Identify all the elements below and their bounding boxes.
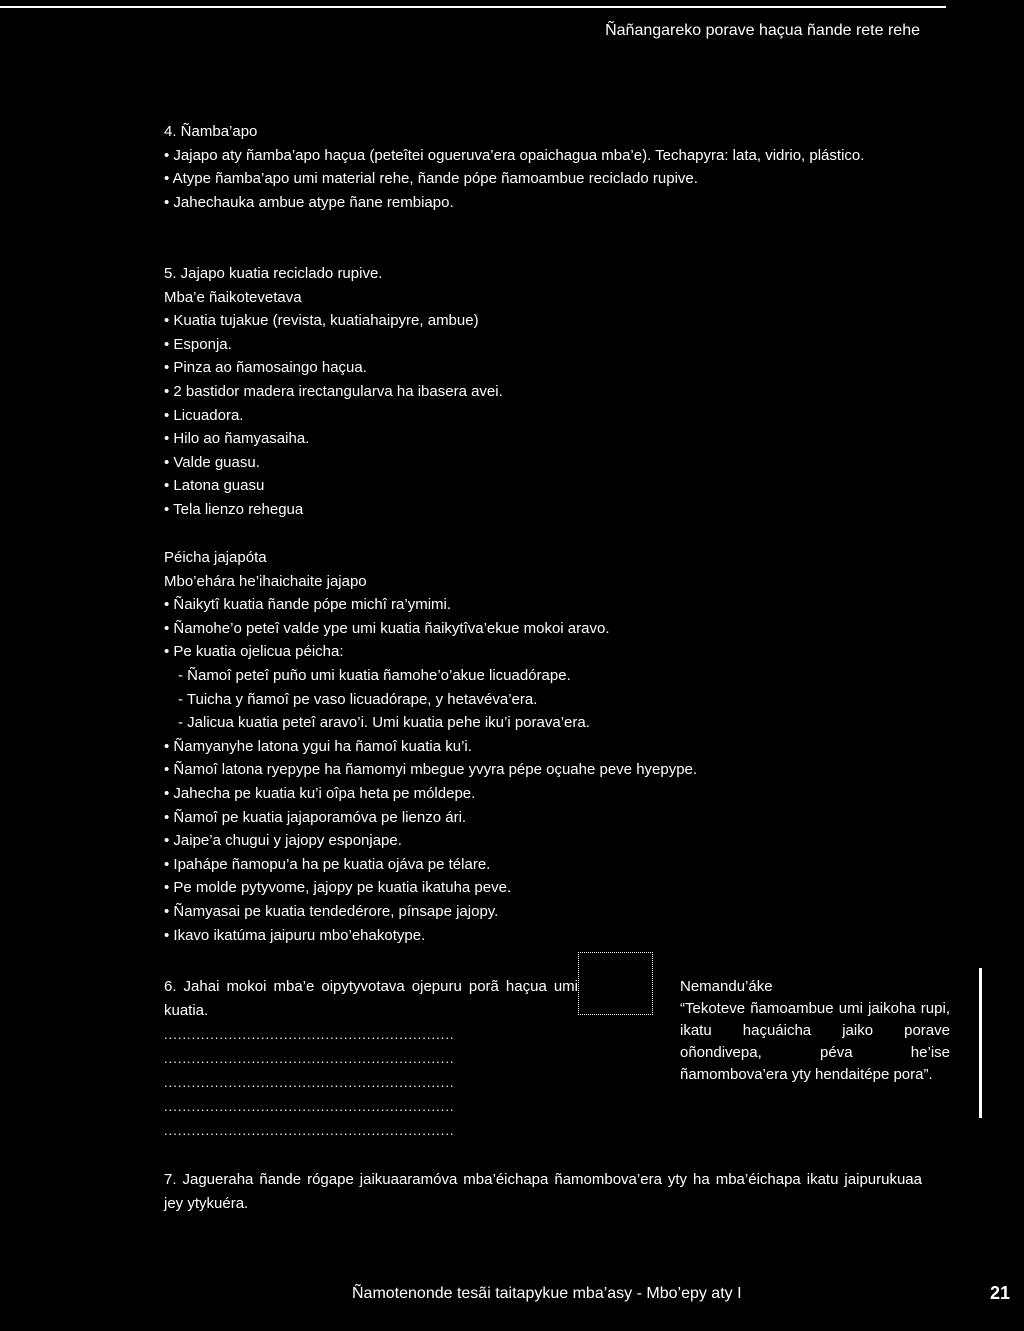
- note-side-rule: [979, 968, 982, 1118]
- procedure-heading: Péicha jajapóta: [164, 549, 267, 566]
- list-item: • Kuatia tujakue (revista, kuatiahaipyre, ambue): [164, 312, 479, 330]
- list-item: • Jaipe’a chugui y jajopy esponjape.: [164, 832, 402, 850]
- sub-item: - Ñamoî peteî puño umi kuatia ñamohe’o’akue licuadórape.: [178, 666, 571, 684]
- sub-item: - Tuicha y ñamoî pe vaso licuadórape, y hetavéva’era.: [178, 690, 538, 708]
- note-text: “Tekoteve ñamoambue umi jaikoha rupi, ikatu haçuáicha jaiko porave oñondivepa, péva he’ise ñamombova’era yty hendaitépe pora”.: [680, 1000, 950, 1083]
- page-number: 21: [990, 1283, 1011, 1303]
- list-item: • Ikavo ikatúma jaipuru mbo’ehakotype.: [164, 926, 426, 944]
- list-item: • Licuadora.: [164, 406, 244, 424]
- answer-lines: [164, 1023, 584, 1143]
- list-item: • Ñamoî pe kuatia jajaporamóva pe lienzo ári.: [164, 808, 467, 826]
- list-item: • Pe molde pytyvome, jajopy pe kuatia ikatuha peve.: [164, 879, 512, 897]
- sub-item: - Jalicua kuatia peteî aravo’i. Umi kuatia pehe iku’i porava’era.: [178, 714, 590, 732]
- materials-subheading: Mba’e ñaikotevetava: [164, 288, 302, 306]
- list-item: • Ñamyasai pe kuatia tendedérore, pínsape jajopy.: [164, 902, 499, 920]
- list-item: • Ñamyanyhe latona ygui ha ñamoî kuatia ku’i.: [164, 737, 472, 755]
- answer-line[interactable]: ...............................................................: [164, 1075, 455, 1090]
- list-item: • Ñamoî latona ryepype ha ñamomyi mbegue yvyra pépe oçuahe peve hyepype.: [164, 761, 698, 779]
- answer-line[interactable]: ...............................................................: [164, 1099, 455, 1114]
- question-6: [164, 975, 584, 1143]
- procedure-subheading: Mbo’ehára he’ihaichaite jajapo: [164, 572, 367, 590]
- list-item: • Pe kuatia ojelicua péicha:: [164, 643, 344, 661]
- list-item: • Hilo ao ñamyasaiha.: [164, 430, 310, 448]
- list-item: • Ñaikytî kuatia ñande pópe michî ra’ymimi.: [164, 596, 452, 614]
- answer-line[interactable]: ...............................................................: [164, 1123, 455, 1138]
- dotted-box: [578, 952, 653, 1015]
- list-item: • Jahechauka ambue atype ñane rembiapo.: [164, 193, 454, 211]
- top-rule: [0, 6, 946, 8]
- list-item: • Jajapo aty ñamba’apo haçua (peteîtei ogueruva’era opaichagua mba’e). Techapyra: lata, vidrio, plástico.: [164, 146, 865, 164]
- list-item: • Pinza ao ñamosaingo haçua.: [164, 359, 367, 377]
- answer-line[interactable]: ...............................................................: [164, 1027, 455, 1042]
- section-5: [164, 262, 924, 522]
- section-4: [164, 120, 924, 214]
- list-item: • Tela lienzo rehegua: [164, 500, 304, 518]
- section-4-heading: 4. Ñamba’apo: [164, 123, 258, 140]
- list-item: • Ipahápe ñamopu’a ha pe kuatia ojáva pe télare.: [164, 855, 491, 873]
- list-item: • Ñamohe’o peteî valde ype umi kuatia ñaikytîva’ekue mokoi aravo.: [164, 619, 610, 637]
- reminder-note: [680, 976, 950, 1086]
- list-item: • Latona guasu: [164, 477, 265, 495]
- list-item: • Jahecha pe kuatia ku’i oîpa heta pe móldepe.: [164, 784, 476, 802]
- procedure-section: [164, 546, 924, 947]
- page-header: Ñañangareko porave haçua ñande rete rehe: [605, 22, 920, 39]
- list-item: • Atype ñamba’apo umi material rehe, ñande pópe ñamoambue reciclado rupive.: [164, 170, 698, 188]
- section-5-heading: 5. Jajapo kuatia reciclado rupive.: [164, 265, 383, 282]
- note-title: Nemandu’áke: [680, 978, 773, 995]
- list-item: • Esponja.: [164, 335, 232, 353]
- list-item: • 2 bastidor madera irectangularva ha ibasera avei.: [164, 382, 503, 400]
- answer-line[interactable]: ...............................................................: [164, 1051, 455, 1066]
- list-item: • Valde guasu.: [164, 453, 260, 471]
- question-7: 7. Jagueraha ñande rógape jaikuaaramóva mba’éichapa ñamombova’era yty ha mba’éichapa ikatu jaipurukuaa jey ytykuéra.: [164, 1171, 922, 1212]
- question-6-text: 6. Jahai mokoi mba’e oipytyvotava ojepuru porã haçua umi kuatia.: [164, 978, 578, 1019]
- footer-text: Ñamotenonde tesãi taitapykue mba’asy - Mbo’epy aty I: [352, 1285, 742, 1302]
